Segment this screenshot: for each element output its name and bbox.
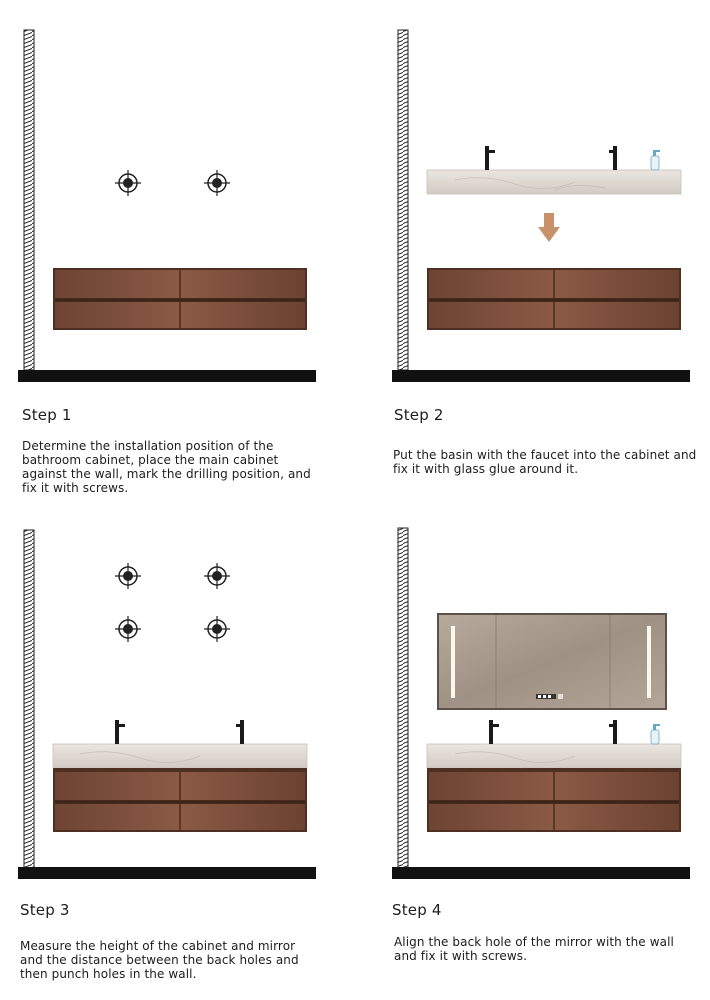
soap-bottle-icon [651,724,660,744]
cabinet [427,768,681,832]
crosshair-target-icon [204,616,230,642]
faucet [609,720,617,744]
faucet [115,720,125,744]
step-3-illustration [0,500,355,900]
soap-bottle-icon [651,150,660,170]
step-title: Step 4 [392,901,442,919]
faucet [609,146,617,170]
floor [392,867,690,879]
step-description: Measure the height of the cabinet and mirror and the distance between the back holes and then punch holes in the wall. [20,939,299,981]
floor [392,370,690,382]
wall [398,528,408,870]
crosshair-target-icon [204,563,230,589]
faucet [485,146,495,170]
basin [427,146,681,194]
cabinet [53,268,307,330]
faucet [489,720,499,744]
floor [18,370,316,382]
step-4-illustration [355,500,710,900]
crosshair-target-icon [204,170,230,196]
crosshair-target-icon [115,616,141,642]
step-4-panel [355,500,710,1000]
floor [18,867,316,879]
wall [24,530,34,870]
faucet [236,720,244,744]
crosshair-target-icon [115,170,141,196]
step-description: Determine the installation position of the bathroom cabinet, place the main cabinet against the wall, mark the drilling position, and fix it with screws. [22,439,311,495]
basin [427,720,681,768]
step-title: Step 1 [22,406,72,424]
cabinet [53,768,307,832]
crosshair-target-icon [115,563,141,589]
down-arrow-icon [538,213,560,242]
cabinet [427,268,681,330]
step-description: Align the back hole of the mirror with the wall and fix it with screws. [394,935,674,963]
step-2-illustration [355,0,710,400]
step-title: Step 2 [394,406,444,424]
step-2-panel [355,0,710,500]
step-title: Step 3 [20,901,70,919]
wall [24,30,34,370]
step-1-panel [0,0,355,500]
step-description: Put the basin with the faucet into the cabinet and fix it with glass glue around it. [393,448,697,476]
wall [398,30,408,370]
mirror-cabinet [437,613,667,710]
step-3-panel [0,500,355,1000]
basin [53,720,307,768]
step-1-illustration [0,0,355,400]
